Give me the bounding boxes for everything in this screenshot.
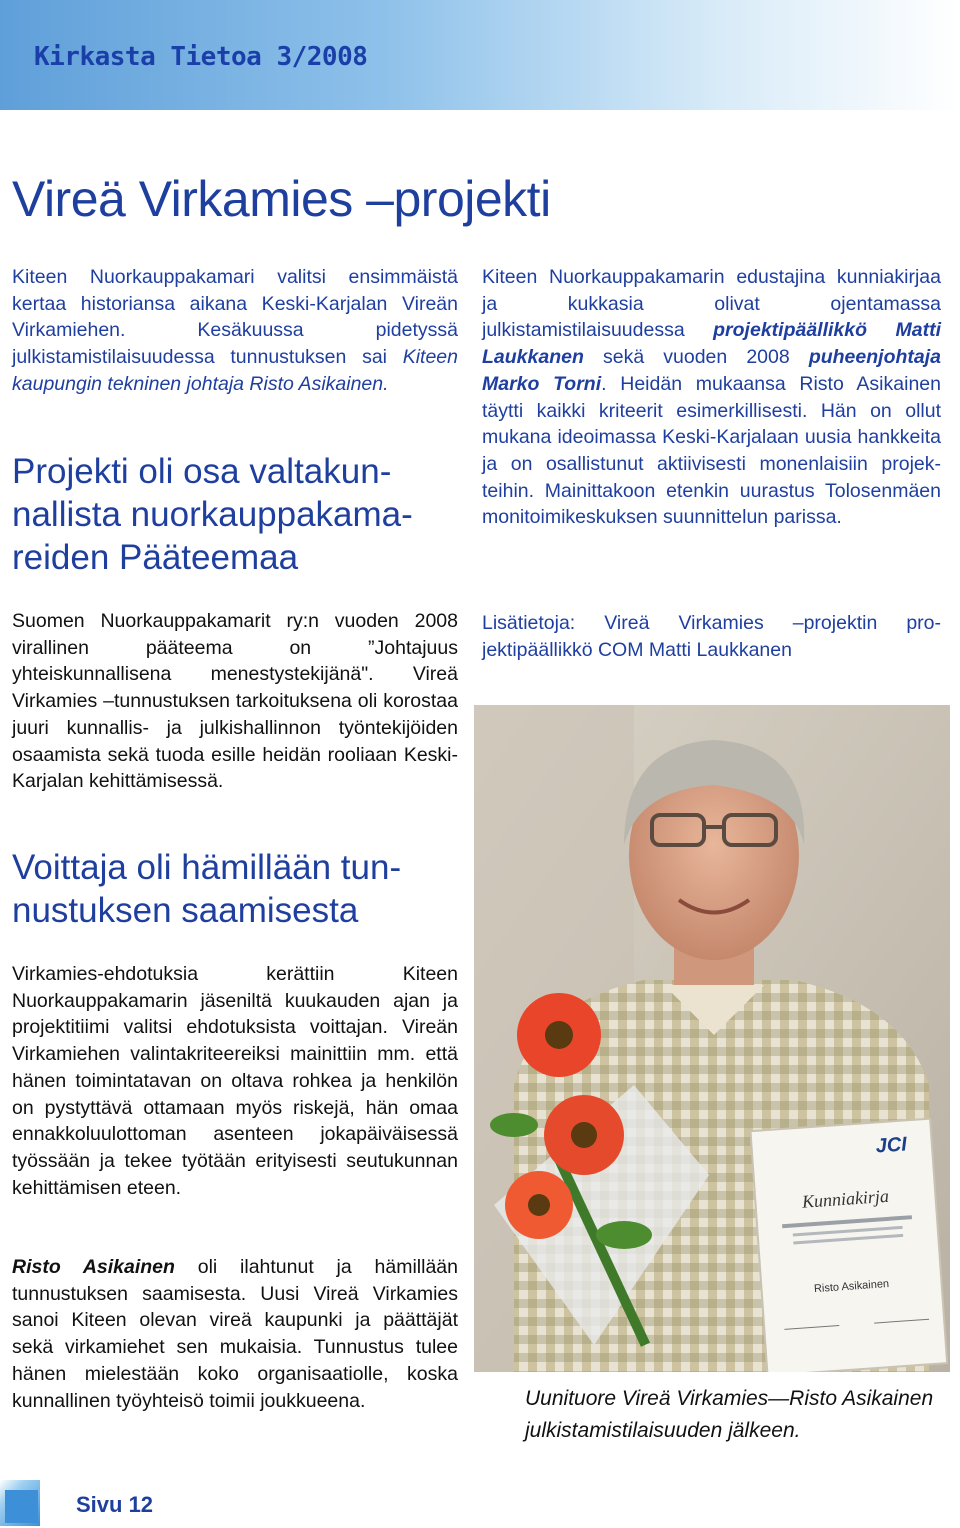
intro-paragraph	[12, 264, 458, 398]
presenters-text-1: Kiteen Nuorkauppakamarin edustajina kunniakirjaa ja kukkasia olivat ojentamassa julkistamistilaisuudessa	[482, 266, 941, 342]
intro-person: Kiteen kaupungin tekninen johtaja Risto Asikainen.	[12, 346, 458, 395]
intro-text: Kiteen Nuorkauppakamari valitsi ensimmäistä kertaa historiansa aikana Keski-Karjalan Vireän Virkamiehen. Kesäkuussa pidetyssä julkistamistilaisuudessa tunnustuksen sai	[12, 266, 458, 369]
photo-caption: Uunituore Vireä Virkamies—Risto Asikainen julkistamistilaisuuden jälkeen.	[525, 1387, 934, 1442]
article-title: Vireä Virkamies –projekti	[12, 171, 551, 227]
more-info-block	[482, 610, 941, 663]
certificate-title: Kunniakirja	[801, 1185, 890, 1212]
presenters-text-3: . Heidän mukaansa Risto Asikainen täytti kaikki kriteerit esimerkillisesti. Hän on ollut mukana ideoimassa Keski-Karjalaan uusia hankkeita ja on osallistunut aktiivisesti monenlaisiin projekteihin. Mainittakoon etenkin uurastus Tolosenmäen monitoimikeskuksen suunnittelun parissa.	[482, 372, 941, 529]
publication-title: Kirkasta Tietoa 3/2008	[34, 42, 368, 72]
section-heading-1-block	[12, 450, 458, 579]
more-info-paragraph: Lisätietoja: Vireä Virkamies –projektin projektipäällikkö COM Matti Laukkanen	[482, 612, 941, 661]
criteria-paragraph-block	[12, 961, 458, 1201]
theme-paragraph: Suomen Nuorkauppakamarit ry:n vuoden 2008 virallinen pääteema on ”Johtajuus yhteiskunnallisena menestystekijänä". Vireä Virkamies –tunnustuksen tarkoituksena oli korostaa juuri kunnallis- ja julkishallinnon työntekijöiden osaamista sekä tuoda esille heidän rooliaan Keski-Karjalan kehittämisessä.	[12, 610, 458, 793]
presenter-laukkanen: projektipäällikkö Matti Laukkanen	[482, 319, 941, 369]
section-heading-voittaja: Voittaja oli hämillään tunnustuksen saamisesta	[12, 848, 402, 930]
criteria-paragraph: Virkamies-ehdotuksia kerättiin Kiteen Nuorkauppakamarin jäseniltä kuukauden ajan ja projektitiimi valitsi ehdotuksista voittajan. Vireän Virkamiehen valintakriteereiksi mainittiin mm. että hänen toimintatavan on oltava rohkea ja henkilön on pystyttävä ottamaan myös riskejä, hän omaa ennakkoluulottoman asenteen jokapäiväisessä työssään ja tekee työtään erityisesti seutukunnan kehittämisen eteen.	[12, 963, 458, 1199]
presenter-torni: puheenjohtaja Marko Torni	[482, 346, 941, 395]
section-heading-projekti: Projekti oli osa valtakunnallista nuorkauppakamareiden Pääteemaa	[12, 452, 413, 577]
presenters-text-2: sekä vuoden 2008	[583, 346, 809, 369]
winner-photo	[474, 705, 950, 1372]
page-number: Sivu 12	[76, 1492, 154, 1517]
presenters-paragraph-block	[482, 264, 941, 531]
winner-name: Risto Asikainen	[12, 1256, 175, 1278]
certificate-logo: JCI	[874, 1133, 908, 1158]
header-bar	[0, 0, 960, 110]
winner-text: oli ilahtunut ja hämillään tunnustuksen saamisesta. Uusi Vireä Virkamies sanoi Kiteen olevan vireä kaupunki ja päättäjät sekä virkamiehet sen mukaisia. Tunnustus tulee hänen mielestään koko organisaatiolle, koska kunnallinen työyhteisö toimii joukkueena.	[12, 1256, 458, 1412]
certificate-name: Risto Asikainen	[813, 1277, 890, 1296]
theme-paragraph-block	[12, 608, 458, 795]
section-heading-2-block	[12, 846, 458, 932]
winner-paragraph-block	[12, 1254, 458, 1414]
footer-accent-square	[0, 1480, 40, 1526]
